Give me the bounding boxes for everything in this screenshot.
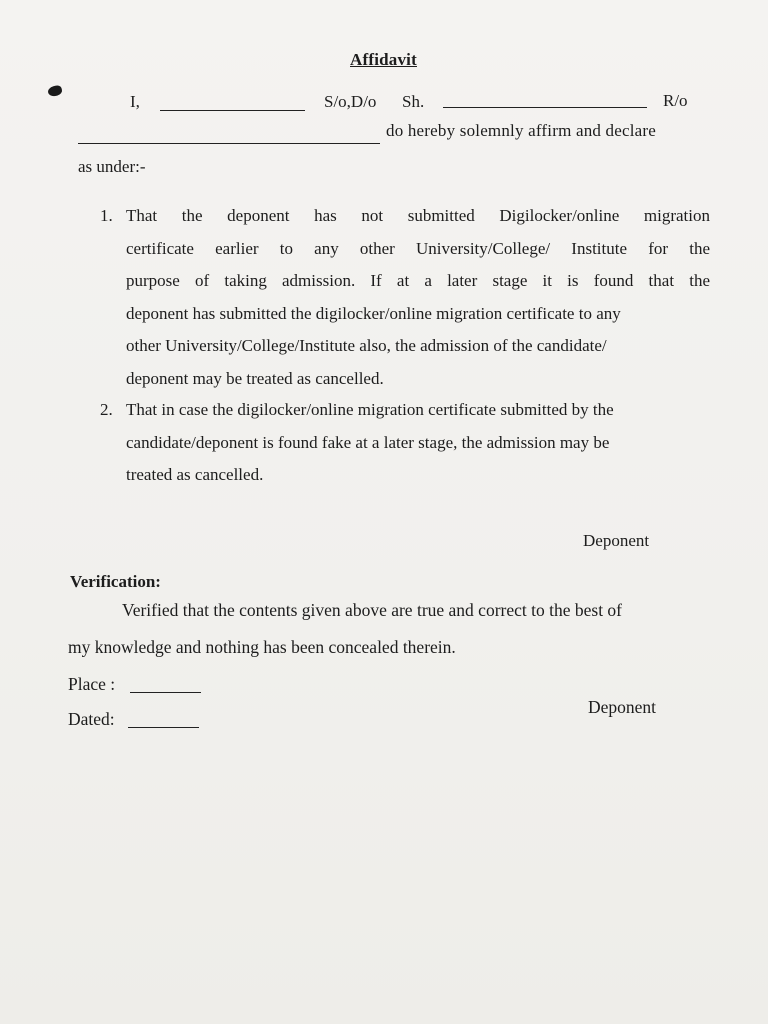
clause-1-line-6: deponent may be treated as cancelled. [126,368,384,388]
name-blank[interactable] [160,110,305,111]
clause-1-line-5: other University/College/Institute also, the admission of the candidate/ [126,336,607,355]
address-blank[interactable] [78,143,380,144]
clause-1 [100,200,710,395]
clause-2-line-1: That in case the digilocker/online migration certificate submitted by the [126,400,614,419]
sh-label: Sh. [402,92,425,111]
clause-1-line-2: certificate earlier to any other University/College/ Institute for the [126,238,710,258]
document-title: Affidavit [350,50,417,69]
deponent-signature-label-2: Deponent [588,697,657,717]
clause-1-line-4: deponent has submitted the digilocker/online migration certificate to any [126,303,621,323]
verification-line-1: Verified that the contents given above are true and correct to the best of [122,600,623,620]
relation-label: S/o,D/o [324,92,377,111]
clause-1-line-1: That the deponent has not submitted Digilocker/online migration [126,206,710,225]
clause-1-number: 1. [100,206,113,225]
dated-label: Dated: [68,709,115,729]
verification-heading: Verification: [70,572,161,591]
as-under-text: as under:- [78,157,146,176]
ink-mark-icon [47,84,63,97]
verification-line-2: my knowledge and nothing has been concealed therein. [68,637,456,657]
intro-i-label: I, [130,92,140,111]
deponent-signature-label-1: Deponent [583,531,650,550]
clause-1-line-3: purpose of taking admission. If at a later stage it is found that the [126,271,710,290]
father-name-blank[interactable] [443,107,647,108]
clause-2-line-3: treated as cancelled. [126,465,264,484]
clause-2-number: 2. [100,400,113,419]
dated-blank[interactable] [128,727,199,728]
place-label: Place : [68,674,116,694]
ro-label: R/o [663,91,688,110]
clause-2 [100,394,710,492]
declare-text: do hereby solemnly affirm and declare [386,121,657,140]
place-blank[interactable] [130,692,201,693]
clause-2-line-2: candidate/deponent is found fake at a later stage, the admission may be [126,432,610,452]
